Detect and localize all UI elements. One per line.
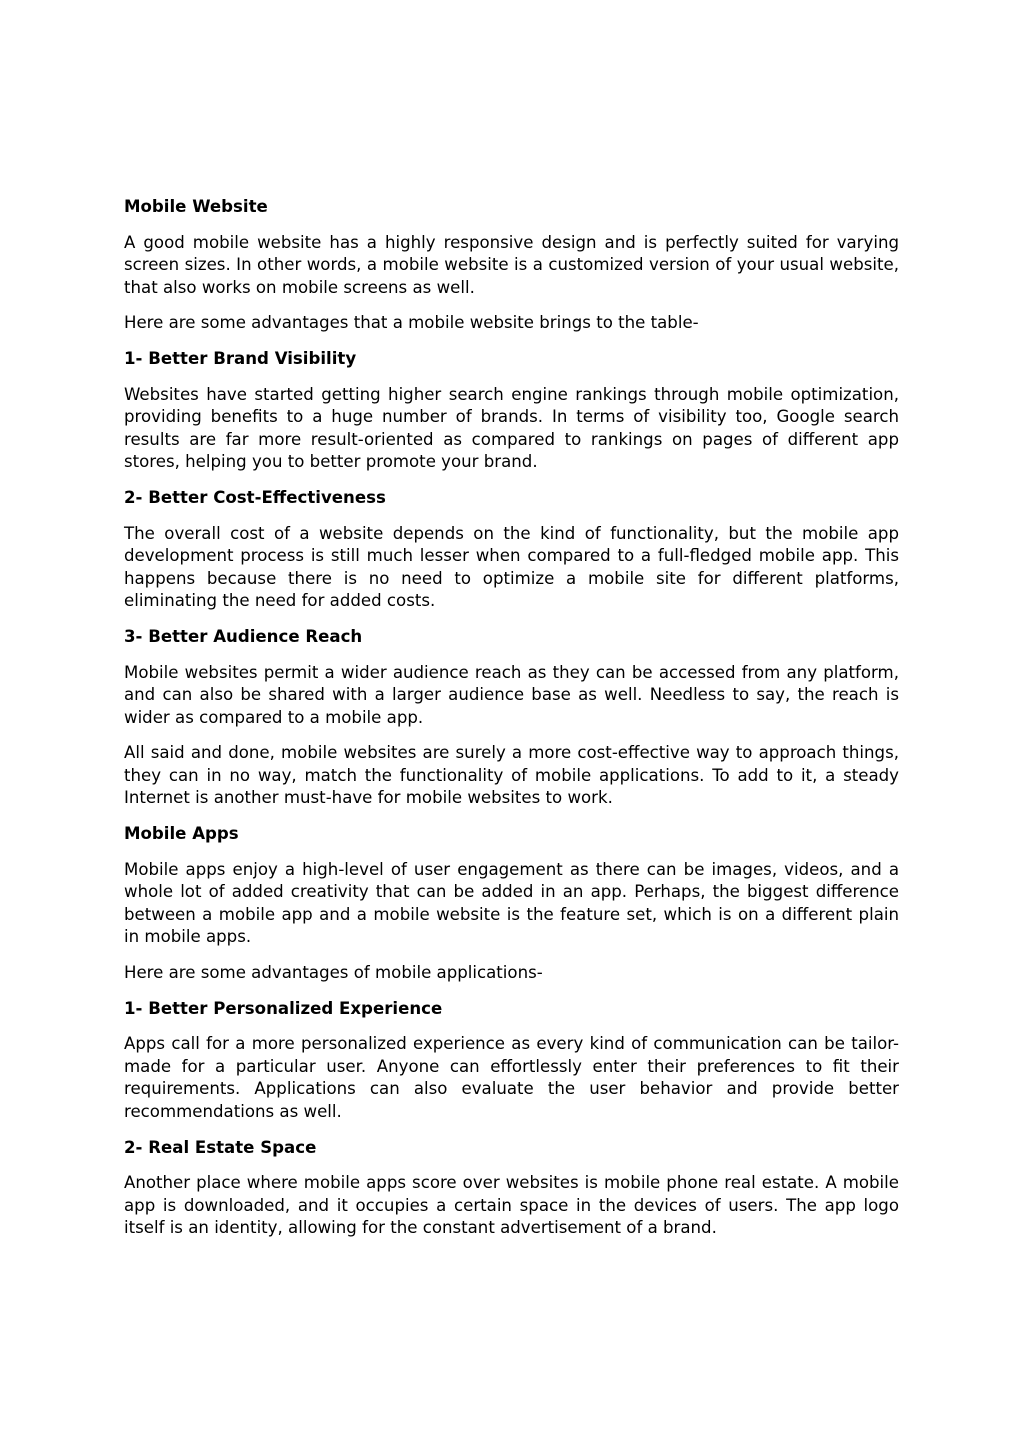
paragraph-brand-visibility: Websites have started getting higher search engine rankings through mobile optimization, providing benefits to a huge number of brands. In terms of visibility too, Google search results are far more result-oriented as compared to rankings on pages of different app stores, helping you to better promote your brand. xyxy=(124,384,899,472)
subheading-audience-reach: 3- Better Audience Reach xyxy=(124,626,363,646)
paragraph-audience-reach: Mobile websites permit a wider audience reach as they can be accessed from any platform, and can also be shared with a larger audience base as well. Needless to say, the reach is wider as compared to a mobile app. xyxy=(124,662,899,727)
section-heading-mobile-website: Mobile Website xyxy=(124,197,268,216)
section-heading-mobile-apps: Mobile Apps xyxy=(124,824,239,844)
subheading-real-estate-space: 2- Real Estate Space xyxy=(124,1137,317,1157)
paragraph-personalized-experience: Apps call for a more personalized experience as every kind of communication can be tailor-made for a particular user. Anyone can effortlessly enter their preferences to fit their requirements. Applications can also evaluate the user behavior and provide better recommendations as well. xyxy=(124,1034,899,1121)
paragraph-mobile-apps-intro: Mobile apps enjoy a high-level of user engagement as there can be images, videos, and a whole lot of added creativity that can be added in an app. Perhaps, the biggest difference between a mobile app and a mobile website is the feature set, which is on a different plain in mobile apps. xyxy=(124,859,899,947)
paragraph-website-advantages-intro: Here are some advantages that a mobile website brings to the table- xyxy=(124,313,699,333)
document-page xyxy=(124,196,899,1253)
paragraph-real-estate-space: Another place where mobile apps score over websites is mobile phone real estate. A mobile app is downloaded, and it occupies a certain space in the devices of users. The app logo itself is an identity, allowing for the constant advertisement of a brand. xyxy=(124,1173,899,1238)
paragraph-app-advantages-intro: Here are some advantages of mobile applications- xyxy=(124,963,543,983)
paragraph-cost-effectiveness: The overall cost of a website depends on the kind of functionality, but the mobile app development process is still much lesser when compared to a full-fledged mobile app. This happens because there is no need to optimize a mobile site for different platforms, eliminating the need for added costs. xyxy=(124,523,899,611)
paragraph-mobile-website-intro: A good mobile website has a highly responsive design and is perfectly suited for varying screen sizes. In other words, a mobile website is a customized version of your usual website, that also works on mobile screens as well. xyxy=(124,232,899,297)
subheading-cost-effectiveness: 2- Better Cost-Effectiveness xyxy=(124,487,386,507)
subheading-personalized-experience: 1- Better Personalized Experience xyxy=(124,998,443,1018)
paragraph-website-summary: All said and done, mobile websites are surely a more cost-effective way to approach things, they can in no way, match the functionality of mobile applications. To add to it, a steady Internet is another must-have for mobile websites to work. xyxy=(124,743,899,808)
subheading-brand-visibility: 1- Better Brand Visibility xyxy=(124,348,357,368)
